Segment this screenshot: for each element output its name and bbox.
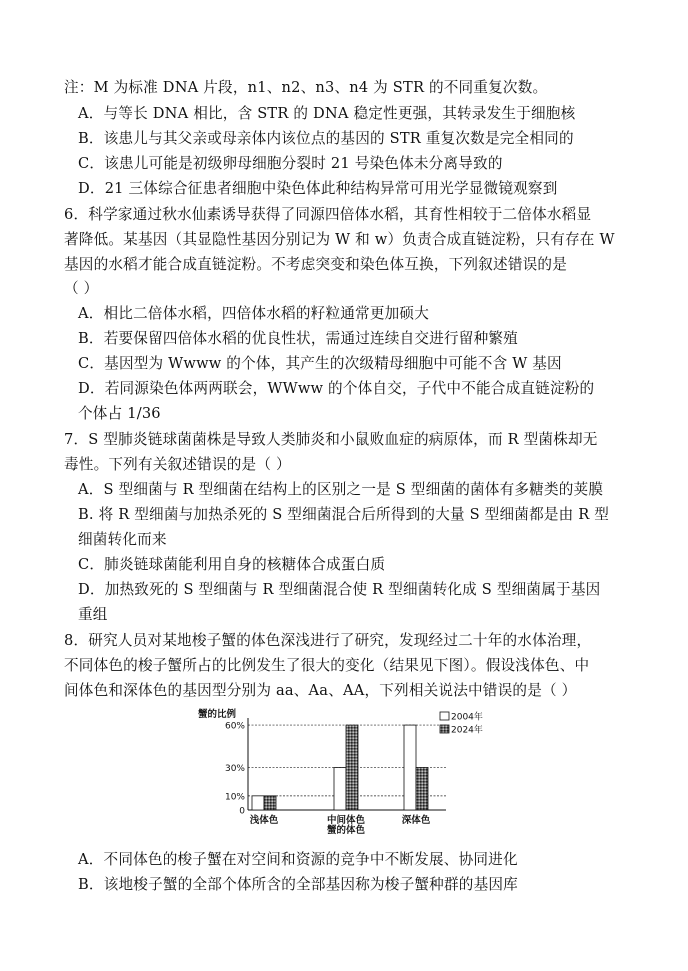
bar-2004年-中间体色 [334, 768, 346, 810]
q8-stem-line-3: 间体色和深体色的基因型分别为 aa、Aa、AA，下列相关说法中错误的是（ ） [64, 682, 577, 699]
q6-answer-blank: （ ） [64, 280, 99, 297]
q6-option-b: B．若要保留四倍体水稻的优良性状，需通过连续自交进行留种繁殖 [78, 330, 518, 347]
q7-option-d: D．加热致死的 S 型细菌与 R 型细菌混合使 R 型细菌转化成 S 型细菌属于基因 [78, 581, 601, 598]
q6-option-d: D．若同源染色体两两联会，WWww 的个体自交，子代中不能合成直链淀粉的 [78, 380, 595, 397]
x-axis-label: 蟹的体色 [326, 825, 366, 836]
q6-option-d-cont: 个体占 1/36 [78, 405, 161, 422]
body-color-bar-chart [198, 706, 483, 844]
legend-label: 2024年 [451, 725, 483, 736]
q8-stem-line-1: 8．研究人员对某地梭子蟹的体色深浅进行了研究，发现经过二十年的水体治理， [64, 632, 592, 649]
bar-2024年-深体色 [416, 768, 428, 810]
q6-stem-line-1: 6．科学家通过秋水仙素诱导获得了同源四倍体水稻，其育性相较于二倍体水稻显 [64, 206, 592, 223]
y-axis-label: 蟹的比例 [198, 709, 237, 720]
bar-2004年-深体色 [404, 725, 416, 810]
q7-option-b: B. 将 R 型细菌与加热杀死的 S 型细菌混合后所得到的大量 S 型细菌都是由 R 型 [78, 506, 610, 523]
bar-2024年-浅体色 [264, 796, 276, 810]
legend-swatch [440, 712, 449, 720]
q7-option-c: C．肺炎链球菌能利用自身的核糖体合成蛋白质 [78, 556, 386, 573]
q6-stem-line-2: 著降低。某基因（其显隐性基因分别记为 W 和 w）负责合成直链淀粉，只有存在 W [64, 231, 615, 248]
y-tick-label: 10% [224, 792, 245, 803]
y-tick-label: 60% [224, 721, 245, 732]
q7-stem-line-2: 毒性。下列有关叙述错误的是（ ） [64, 456, 291, 473]
legend-label: 2004年 [451, 712, 483, 723]
q8-option-b: B．该地梭子蟹的全部个体所含的全部基因称为梭子蟹种群的基因库 [78, 876, 518, 893]
q6-option-c: C．基因型为 Wwww 的个体，其产生的次级精母细胞中可能不含 W 基因 [78, 355, 562, 372]
q7-option-a: A．S 型细菌与 R 型细菌在结构上的区别之一是 S 型细菌的菌体有多糖类的荚膜 [78, 481, 604, 498]
bar-2024年-中间体色 [346, 725, 358, 810]
q5-option-a: A．与等长 DNA 相比，含 STR 的 DNA 稳定性更强，其转录发生于细胞核 [78, 105, 576, 122]
q6-stem-line-3: 基因的水稻才能合成直链淀粉。不考虑突变和染色体互换，下列叙述错误的是 [64, 256, 567, 273]
x-category-label: 中间体色 [326, 815, 366, 826]
x-category-label: 浅体色 [249, 815, 279, 826]
y-tick-label: 30% [224, 764, 245, 775]
bar-2004年-浅体色 [252, 796, 264, 810]
x-category-label: 深体色 [401, 815, 431, 826]
q8-stem-line-2: 不同体色的梭子蟹所占的比例发生了很大的变化（结果见下图）。假设浅体色、中 [64, 657, 590, 674]
q5-option-b: B．该患儿与其父亲或母亲体内该位点的基因的 STR 重复次数是完全相同的 [78, 130, 574, 147]
q8-option-a: A．不同体色的梭子蟹在对空间和资源的竞争中不断发展、协同进化 [78, 851, 518, 868]
q5-option-d: D．21 三体综合征患者细胞中染色体此种结构异常可用光学显微镜观察到 [78, 180, 558, 197]
q7-option-b-cont: 细菌转化而来 [78, 531, 167, 548]
q5-note: 注：M 为标准 DNA 片段，n1、n2、n3、n4 为 STR 的不同重复次数。 [64, 79, 548, 96]
q7-option-d-cont: 重组 [78, 606, 108, 623]
legend-swatch [440, 725, 449, 733]
q5-option-c: C．该患儿可能是初级卵母细胞分裂时 21 号染色体未分离导致的 [78, 155, 503, 172]
y-tick-label: 0 [239, 806, 245, 817]
q6-option-a: A．相比二倍体水稻，四倍体水稻的籽粒通常更加硕大 [78, 305, 429, 322]
q7-stem-line-1: 7．S 型肺炎链球菌菌株是导致人类肺炎和小鼠败血症的病原体，而 R 型菌株却无 [64, 431, 598, 448]
